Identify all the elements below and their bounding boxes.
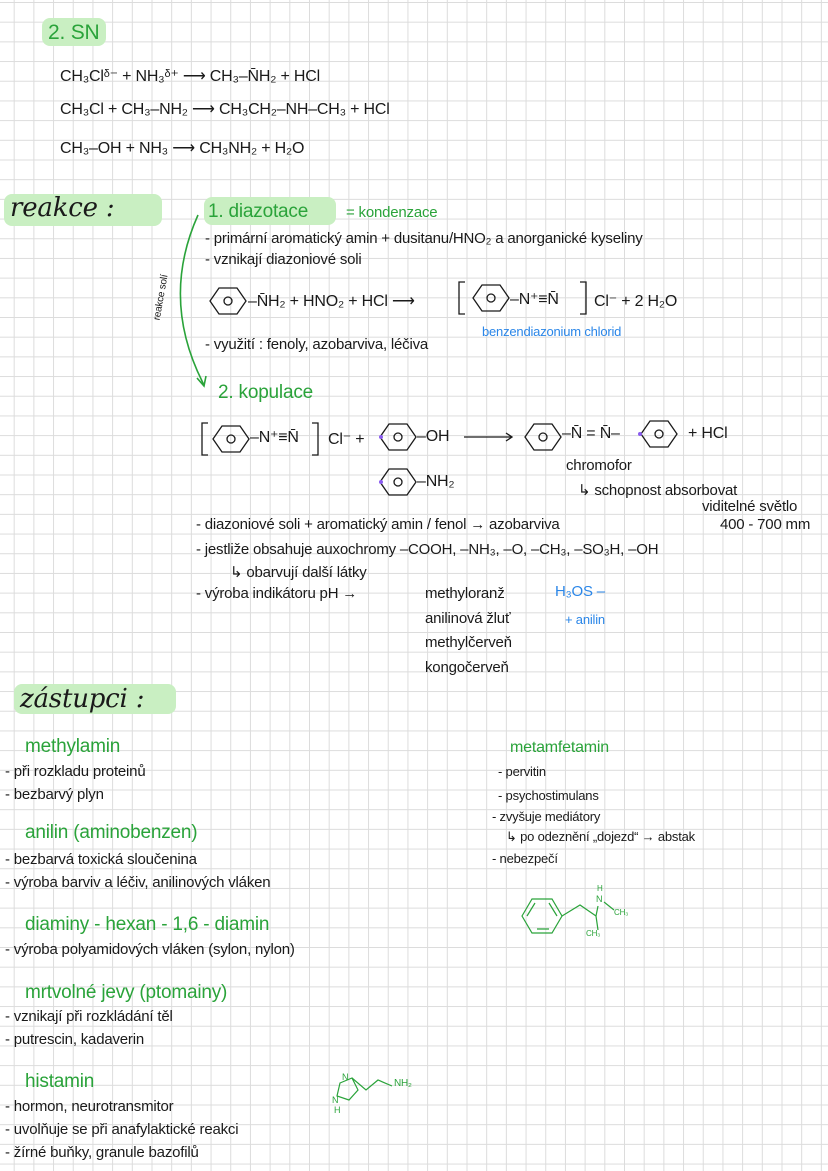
list-item: - výroba barviv a léčiv, anilinových vláken xyxy=(5,874,271,891)
chromofor-label: chromofor xyxy=(566,457,632,474)
diaminy-title: diaminy - hexan - 1,6 - diamin xyxy=(25,914,270,935)
section-title-sn: 2. SN xyxy=(48,21,100,44)
indicator: anilinová žluť xyxy=(425,610,511,627)
section-title-reakce: reakce : xyxy=(10,193,115,223)
kopulace-reactant-tail: Cl⁻ + xyxy=(328,431,365,448)
histamine-label: NH₂ xyxy=(394,1078,412,1089)
kopulace-nh2: –NH₂ xyxy=(417,473,455,490)
kopulace-bullet: - diazoniové soli + aromatický amin / fenol → azobarviva xyxy=(196,516,560,533)
diazotace-reaction-tail: Cl⁻ + 2 H₂O xyxy=(594,293,678,310)
list-item: - uvolňuje se při anafylaktické reakci xyxy=(5,1121,239,1138)
diazotace-reaction-group: –N⁺≡N̄ xyxy=(510,291,559,308)
equation-1: CH₃Clᵟ⁻ + NH₃ᵟ⁺ ⟶ CH₃–N̄H₂ + HCl xyxy=(60,68,320,85)
list-item: - vznikají při rozkládání těl xyxy=(5,1008,173,1025)
list-item: - putrescin, kadaverin xyxy=(5,1031,145,1048)
list-item: ↳ po odeznění „dojezd“ → abstak xyxy=(506,829,695,844)
kopulace-reactant-group: –N⁺≡N̄ xyxy=(250,429,299,446)
histamine-label: N xyxy=(332,1095,339,1105)
kopulace-bullet: - výroba indikátoru pH → xyxy=(196,585,358,602)
metamfetamine-structure-icon xyxy=(0,0,1,1)
product-name: benzendiazonium chlorid xyxy=(482,324,622,339)
kopulace-oh: –OH xyxy=(417,428,450,445)
diazotace-note: = kondenzace xyxy=(346,204,438,221)
mrtvolne-title: mrtvolné jevy (ptomainy) xyxy=(25,982,228,1003)
list-item: - nebezpečí xyxy=(492,851,558,866)
histamine-label: N xyxy=(342,1072,349,1082)
diazotace-use: - využití : fenoly, azobarviva, léčiva xyxy=(205,336,429,353)
kopulace-bullet: ↳ obarvují další látky xyxy=(230,564,367,581)
diazotace-reaction-left: –N̄H₂ + HNO₂ + HCl ⟶ xyxy=(248,293,415,310)
diazotace-bullet: - vznikají diazoniové soli xyxy=(205,251,362,268)
indicator: methylčerveň xyxy=(425,634,512,651)
metamfetamin-title: metamfetamin xyxy=(510,739,609,756)
side-label-reakce-soli: reakce solí xyxy=(151,273,171,322)
histamine-label: H xyxy=(334,1105,341,1115)
equation-2: CH₃Cl + CH₃–NH₂ ⟶ CH₃CH₂–NH–CH₃ + HCl xyxy=(60,101,390,118)
kopulace-product-link: –N̄ = N̄– xyxy=(562,425,620,442)
indicator: kongočerveň xyxy=(425,659,509,676)
kopulace-bullet: - jestliže obsahuje auxochromy –COOH, –NH₃, –O, –CH₃, –SO₃H, –OH xyxy=(196,541,659,558)
diazotace-title: 1. diazotace xyxy=(208,201,309,222)
list-item: - žírné buňky, granule bazofilů xyxy=(5,1144,199,1161)
list-item: - bezbarvá toxická sloučenina xyxy=(5,851,197,868)
kopulace-product-tail: + HCl xyxy=(688,425,728,442)
anilin-title: anilin (aminobenzen) xyxy=(25,822,198,843)
histamin-title: histamin xyxy=(25,1071,95,1092)
list-item: - bezbarvý plyn xyxy=(5,786,104,803)
chromofor-note: 400 - 700 mm xyxy=(720,516,811,533)
chromofor-note: viditelné světlo xyxy=(702,498,798,515)
list-item: - při rozkladu proteinů xyxy=(5,763,146,780)
indicator: methyloranž xyxy=(425,585,505,602)
metamfetamine-label: N xyxy=(596,894,603,904)
blue-note: H₃OS – xyxy=(555,583,605,600)
metamfetamine-label: H xyxy=(597,884,603,893)
list-item: - pervitin xyxy=(498,764,546,779)
list-item: - hormon, neurotransmitor xyxy=(5,1098,174,1115)
chromofor-note: ↳ schopnost absorbovat xyxy=(578,482,738,499)
metamfetamine-label: CH₃ xyxy=(586,929,601,938)
methylamin-title: methylamin xyxy=(25,736,121,757)
kopulace-title: 2. kopulace xyxy=(218,382,313,403)
equation-3: CH₃–OH + NH₃ ⟶ CH₃NH₂ + H₂O xyxy=(60,140,305,157)
section-title-zastupci: zástupci : xyxy=(20,684,145,714)
list-item: - výroba polyamidových vláken (sylon, nylon) xyxy=(5,941,295,958)
metamfetamine-label: CH₃ xyxy=(614,908,629,917)
list-item: - zvyšuje mediátory xyxy=(492,809,601,824)
diazotace-bullet: - primární aromatický amin + dusitanu/HNO₂ a anorganické kyseliny xyxy=(205,230,643,247)
list-item: - psychostimulans xyxy=(498,788,599,803)
blue-note: + anilin xyxy=(565,612,605,627)
